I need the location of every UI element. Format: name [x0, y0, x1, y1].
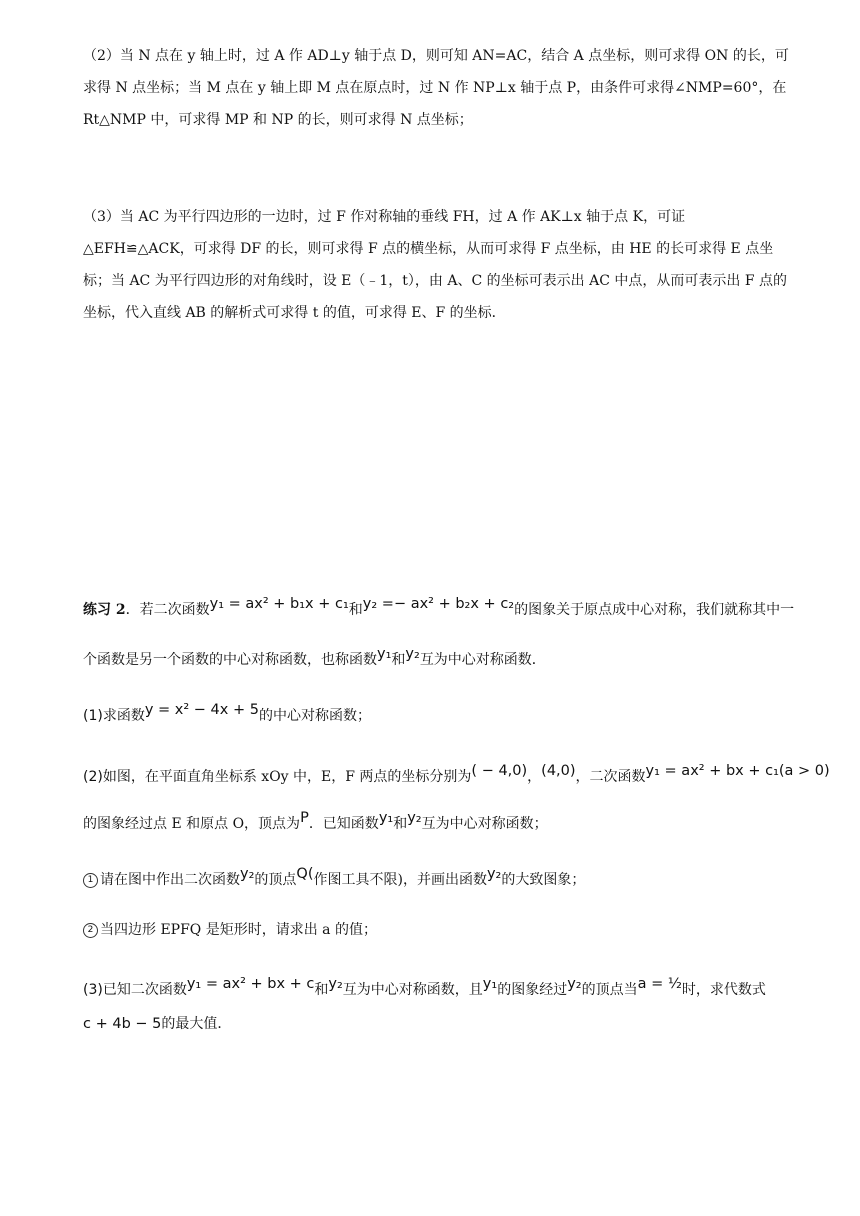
question-2-part-2: 2 当四边形 EPFQ 是矩形时，请求出 a 的值； [83, 920, 377, 940]
circled-number-2: 2 [83, 923, 98, 938]
question-3: (3)已知二次函数y₁ = ax² + bx + c和y₂互为中心对称函数，且y₁的图象经过y₂的顶点当a = ½时，求代数式 [83, 976, 766, 998]
exercise-line-1: 练习 2．若二次函数y₁ = ax² + b₁x + c₁和y₂ =− ax² + b₂x + c₂的图象关于原点成中心对称，我们就称其中一 [83, 596, 795, 618]
solution-part-3: （3）当 AC 为平行四边形的一边时，过 F 作对称轴的垂线 FH，过 A 作 AK⊥x 轴于点 K，可证△EFH≌△ACK，可求得 DF 的长，则可求得 F 点的横坐标，从而可求得 F 点坐标，由 HE 的长可求得 E 点坐标；当 AC 为平行四边形的对角线时，设 E（﹣1，t），由 A、C 的坐标可表示出 AC 中点，从而可表示出 F 点的坐标，代入直线 AB 的解析式可求得 t 的值，可求得 E、F 的坐标． [83, 209, 787, 321]
circled-number-1: 1 [83, 873, 98, 888]
exercise-line-2: 个函数是另一个函数的中心对称函数，也称函数y₁和y₂互为中心对称函数． [83, 646, 546, 668]
question-2-cont: 的图象经过点 E 和原点 O，顶点为P．已知函数y₁和y₂互为中心对称函数； [83, 810, 548, 832]
question-1: (1)求函数y = x² − 4x + 5的中心对称函数； [83, 702, 371, 724]
exercise-title: 练习 2 [83, 602, 126, 618]
question-2-part-1: 1 请在图中作出二次函数y₂的顶点Q(作图工具不限)，并画出函数y₂的大致图象； [83, 870, 585, 890]
math-y1: y₁ = ax² + b₁x + c₁ [209, 596, 349, 612]
solution-part-2: （2）当 N 点在 y 轴上时，过 A 作 AD⊥y 轴于点 D，则可知 AN=AC，结合 A 点坐标，则可求得 ON 的长，可求得 N 点坐标；当 M 点在 y 轴上即 M 点在原点时，过 N 作 NP⊥x 轴于点 P，由条件可求得∠NMP=60°，在 Rt△NMP 中，可求得 MP 和 NP 的长，则可求得 N 点坐标； [83, 48, 789, 128]
math-function: y = x² − 4x + 5 [144, 702, 259, 718]
question-3-cont: c + 4b − 5的最大值． [83, 1016, 232, 1032]
question-2: (2)如图，在平面直角坐标系 xOy 中，E，F 两点的坐标分别为( − 4,0)，(4,0)，二次函数y₁ = ax² + bx + c₁(a > 0) [83, 763, 830, 785]
math-y2: y₂ =− ax² + b₂x + c₂ [362, 596, 515, 612]
